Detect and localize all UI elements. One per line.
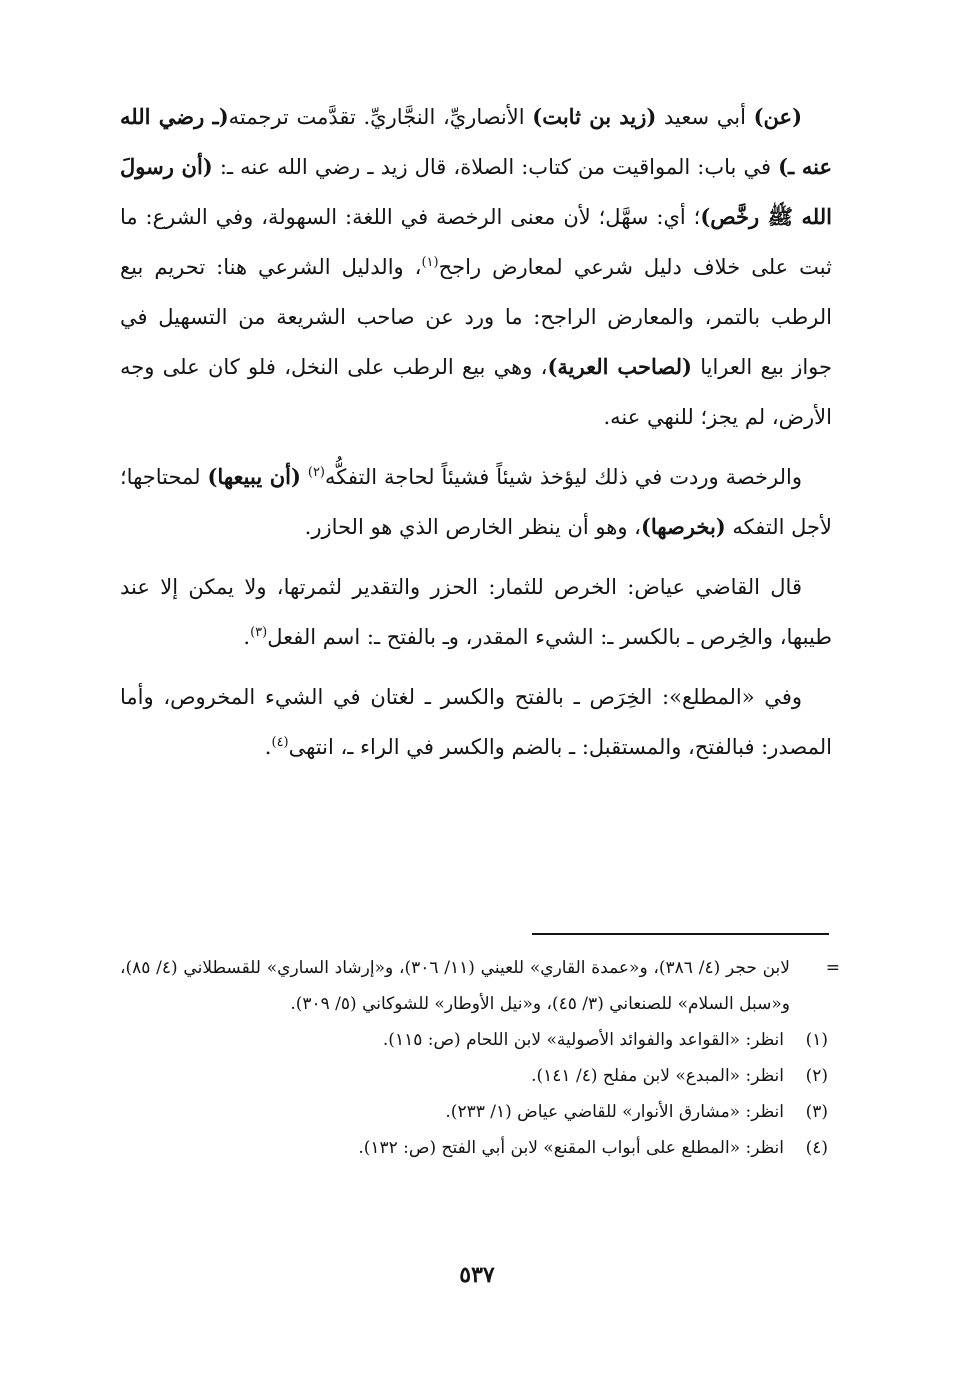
text-run: (بخرصها) (640, 514, 726, 539)
text-run: لمحتاجها؛ لأجل التفكه (120, 465, 832, 539)
text-run: (زيد بن ثابت) (532, 104, 657, 129)
paragraph-3 (120, 562, 832, 662)
footnote-number: (٢) (805, 1066, 828, 1086)
paragraph-4 (120, 672, 832, 772)
text-run: والرخصة وردت في ذلك ليؤخذ شيئاً فشيئاً لحاجة التفكُّه (325, 465, 802, 489)
footnote-3 (120, 1094, 840, 1130)
text-run: ، وهي بيع الرطب على النخل، فلو كان على وجه الأرض، لم يجز؛ للنهي عنه. (120, 355, 832, 429)
text-run: . (264, 735, 272, 759)
footnote-number: (١) (805, 1030, 828, 1050)
main-text (120, 92, 832, 782)
text-run (301, 465, 308, 489)
text-run: (أن رسولَ الله ﷺ رخَّص) (120, 154, 832, 229)
footnote-2 (120, 1058, 840, 1094)
footnote-ref: (٢) (307, 465, 325, 480)
footnote-number: (٣) (805, 1102, 828, 1122)
footnote-1 (120, 1022, 840, 1058)
text-run: وفي «المطلع»: الخِرَص ـ بالفتح والكسر ـ لغتان في الشيء المخروص، وأما المصدر: فبالفتح، والمستقبل: ـ بالضم والكسر في الراء ـ، انتهى (120, 685, 832, 759)
text-run: (ـ رضي الله عنه ـ) (120, 104, 832, 179)
footnote-4 (120, 1130, 840, 1166)
footnote-ref: (٤) (271, 735, 289, 750)
text-run: ، وهو أن ينظر الخارص الذي هو الحازر. (304, 515, 641, 539)
text-run: (لصاحب العرية) (547, 354, 692, 379)
footnote-text: انظر: «المطلع على أبواب المقنع» لابن أبي الفتح (ص: ١٣٢). (358, 1138, 784, 1158)
footnote-ref: (١) (421, 255, 439, 270)
footnotes (120, 950, 840, 1166)
text-run: الأنصاريِّ، النجَّاريِّ. تقدَّمت ترجمته (228, 105, 533, 129)
text-run: (عن) (753, 104, 803, 129)
text-run: أبي سعيد (656, 105, 754, 129)
footnote-ref: (٣) (250, 625, 268, 640)
footnote-number: (٤) (805, 1138, 828, 1158)
page-number: ٥٣٧ (459, 1262, 495, 1288)
text-run: ؛ أي: سهَّل؛ لأن معنى الرخصة في اللغة: السهولة، وفي الشرع: ما ثبت على خلاف دليل شرعي لمعارض راجح (120, 205, 832, 279)
paragraph-2 (120, 452, 832, 552)
footnote-continuation (120, 950, 840, 1022)
text-run: . (243, 625, 251, 649)
text-run: قال القاضي عياض: الخرص للثمار: الحزر والتقدير لثمرتها، ولا يمكن إلا عند طيبها، والخِرص ـ بالكسر ـ: الشيء المقدر، وـ بالفتح ـ: اسم الفعل (120, 575, 832, 649)
paragraph-1 (120, 92, 832, 442)
continuation-marker: = (825, 958, 840, 978)
footnote-separator (532, 933, 829, 935)
footnote-text: انظر: «مشارق الأنوار» للقاضي عياض (١/ ٢٣٣). (445, 1102, 784, 1122)
text-run: في باب: المواقيت من كتاب: الصلاة، قال زيد ـ رضي الله عنه ـ: (212, 155, 779, 179)
text-run: ، والدليل الشرعي هنا: تحريم بيع الرطب بالتمر، والمعارض الراجح: ما ورد عن صاحب الشريعة من التسهيل في جواز بيع العرايا (120, 255, 833, 379)
footnote-text: انظر: «القواعد والفوائد الأصولية» لابن اللحام (ص: ١١٥). (382, 1030, 784, 1050)
text-run: (أن يبيعها) (207, 464, 301, 489)
footnote-text: انظر: «المبدع» لابن مفلح (٤/ ١٤١). (531, 1066, 784, 1086)
continuation-text: لابن حجر (٤/ ٣٨٦)، و«عمدة القاري» للعيني (١١/ ٣٠٦)، و«إرشاد الساري» للقسطلاني (٤/ ٨٥)، و«سبل السلام» للصنعاني (٣/ ٤٥)، و«نيل الأوطار» للشوكاني (٥/ ٣٠٩). (120, 958, 790, 1014)
